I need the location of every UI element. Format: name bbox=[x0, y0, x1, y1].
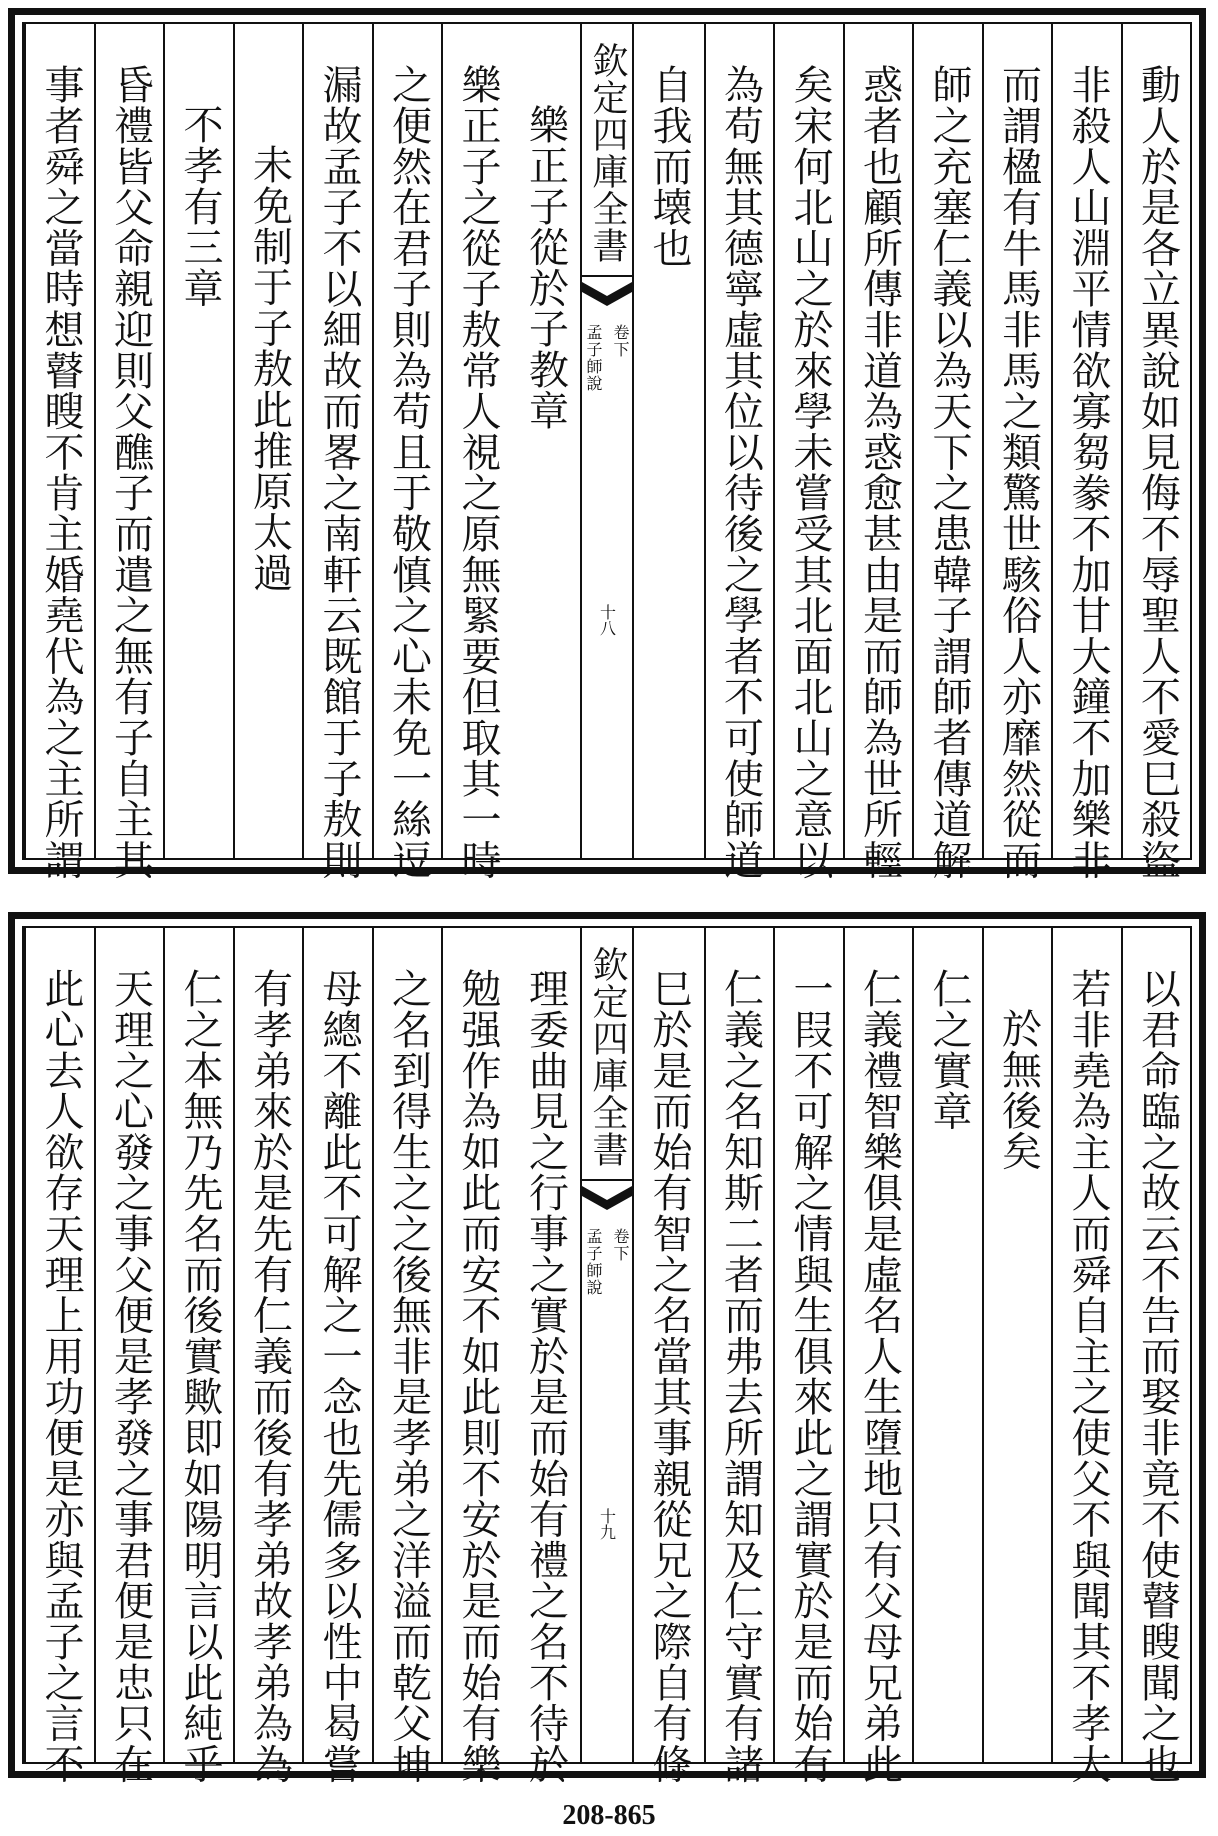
text-column-right-3 bbox=[982, 24, 1052, 880]
text-column-right-1 bbox=[1121, 928, 1191, 1784]
text-column: 巳於是而始有智之名當其事親從兄之際自有條 bbox=[646, 968, 692, 1784]
text-column: 若非堯為主人而舜自主之使父不與聞其不孝大 bbox=[1065, 968, 1111, 1784]
book-title: 欽定四庫全書 bbox=[587, 42, 628, 264]
text-column: 一叚不可解之情與生俱來此之謂實於是而始有 bbox=[787, 968, 833, 1784]
text-column-left-7 bbox=[94, 928, 164, 1784]
text-column: 樂正子從於子教章 bbox=[522, 104, 569, 431]
text-column: 樂正子之從子敖常人視之原無緊要但取其一時 bbox=[455, 64, 501, 880]
text-column-right-8 bbox=[634, 24, 704, 858]
text-column: 矣宋何北山之於來學未嘗受其北面北山之意以 bbox=[787, 64, 833, 880]
text-column: 自我而壊也 bbox=[646, 64, 692, 268]
text-column-left-5 bbox=[233, 928, 303, 1784]
center-fold-strip bbox=[580, 24, 634, 858]
text-column: 仁之實章 bbox=[926, 968, 972, 1132]
text-column: 昏禮皆父命親迎則父醮子而遣之無有子自主其 bbox=[107, 64, 154, 880]
text-column-right-7 bbox=[704, 928, 774, 1784]
text-column: 非殺人山淵平情欲寡芻豢不加甘大鐘不加樂非 bbox=[1065, 64, 1111, 880]
page-top-grid bbox=[22, 22, 1192, 880]
text-column-left-2 bbox=[441, 24, 511, 880]
text-column-right-3 bbox=[982, 928, 1052, 1762]
text-column: 勉强作為如此而安不如此則不安於是而始有樂 bbox=[455, 968, 501, 1784]
text-column-left-3 bbox=[372, 928, 442, 1784]
text-column-right-4 bbox=[912, 928, 982, 1762]
text-column: 此心去人欲存天理上用功便是亦與孟子之言不 bbox=[38, 968, 84, 1784]
text-column: 動人於是各立異說如見侮不辱聖人不愛巳殺盜 bbox=[1134, 64, 1181, 880]
text-column-left-3 bbox=[372, 24, 442, 880]
text-column: 之名到得生之之後無非是孝弟之洋溢而乾父坤 bbox=[385, 968, 432, 1784]
page-top bbox=[8, 8, 1206, 880]
text-column-left-6 bbox=[163, 928, 233, 1784]
center-fold-strip bbox=[580, 928, 634, 1762]
text-column-right-5 bbox=[843, 24, 913, 880]
text-column-right-8 bbox=[634, 928, 704, 1784]
text-column-left-8 bbox=[24, 928, 94, 1784]
leaf-number: 十八 bbox=[597, 604, 617, 636]
text-column: 天理之心發之事父便是孝發之事君便是忠只在 bbox=[107, 968, 154, 1784]
text-column: 未免制于子敖此推原太過 bbox=[246, 144, 293, 593]
fishtail-mark-icon bbox=[582, 1178, 632, 1218]
text-column-right-6 bbox=[773, 928, 843, 1784]
text-column: 事者舜之當時想瞽瞍不肯主婚堯代為之主所謂 bbox=[38, 64, 84, 880]
leaf-number: 十九 bbox=[597, 1508, 617, 1540]
text-column-right-7 bbox=[704, 24, 774, 880]
text-column: 於無後矣 bbox=[995, 1008, 1042, 1172]
text-column: 而謂楹有牛馬非馬之類驚世駭俗人亦靡然從而 bbox=[995, 64, 1042, 880]
text-column: 以君命臨之故云不告而娶非竟不使瞽瞍聞之也 bbox=[1134, 968, 1181, 1784]
text-column: 不孝有三章 bbox=[177, 104, 223, 308]
text-column-left-2 bbox=[441, 928, 511, 1784]
chapter-info bbox=[582, 1228, 632, 1296]
text-column: 仁之本無乃先名而後實歟即如陽明言以此純乎 bbox=[177, 968, 223, 1784]
fishtail-mark-icon bbox=[582, 274, 632, 314]
text-column-left-4 bbox=[302, 24, 372, 880]
volume-label: 卷下 bbox=[611, 1228, 630, 1262]
text-column: 惑者也顧所傳非道為惑愈甚由是而師為世所輕 bbox=[856, 64, 903, 880]
text-column: 理委曲見之行事之實於是而始有禮之名不待於 bbox=[522, 968, 569, 1784]
chapter-title: 孟子師說 bbox=[584, 1228, 603, 1296]
text-column-right-5 bbox=[843, 928, 913, 1784]
text-column-left-7 bbox=[94, 24, 164, 880]
page-bottom-grid bbox=[22, 926, 1192, 1784]
text-column-right-2 bbox=[1051, 928, 1121, 1784]
text-column-left-1 bbox=[511, 24, 581, 858]
text-column: 漏故孟子不以細故而畧之南軒云既館于子敖則 bbox=[316, 64, 362, 880]
text-column-right-4 bbox=[912, 24, 982, 880]
text-column: 仁義之名知斯二者而弗去所謂知及仁守實有諸 bbox=[717, 968, 764, 1784]
text-column: 之便然在君子則為苟且于敬慎之心未免一絲逗 bbox=[385, 64, 432, 880]
text-column: 師之充塞仁義以為天下之患韓子謂師者傳道解 bbox=[926, 64, 972, 880]
page-bottom bbox=[8, 912, 1206, 1784]
text-column: 母總不離此不可解之一念也先儒多以性中曷嘗 bbox=[316, 968, 362, 1784]
text-column-left-4 bbox=[302, 928, 372, 1784]
chapter-info bbox=[582, 324, 632, 392]
text-column-right-6 bbox=[773, 24, 843, 880]
text-column-right-2 bbox=[1051, 24, 1121, 880]
footer-page-number: 208-865 bbox=[562, 1800, 656, 1831]
volume-label: 卷下 bbox=[611, 324, 630, 358]
book-title: 欽定四庫全書 bbox=[587, 946, 628, 1168]
text-column-left-8 bbox=[24, 24, 94, 880]
text-column-left-5 bbox=[233, 24, 303, 858]
text-column-right-1 bbox=[1121, 24, 1191, 880]
text-column: 仁義禮智樂俱是虛名人生墮地只有父母兄弟此 bbox=[856, 968, 903, 1784]
text-column: 有孝弟來於是先有仁義而後有孝弟故孝弟為為 bbox=[246, 968, 293, 1784]
text-column: 為苟無其德寧虛其位以待後之學者不可使師道 bbox=[717, 64, 764, 880]
text-column-left-1 bbox=[511, 928, 581, 1784]
text-column-left-6 bbox=[163, 24, 233, 858]
chapter-title: 孟子師說 bbox=[584, 324, 603, 392]
